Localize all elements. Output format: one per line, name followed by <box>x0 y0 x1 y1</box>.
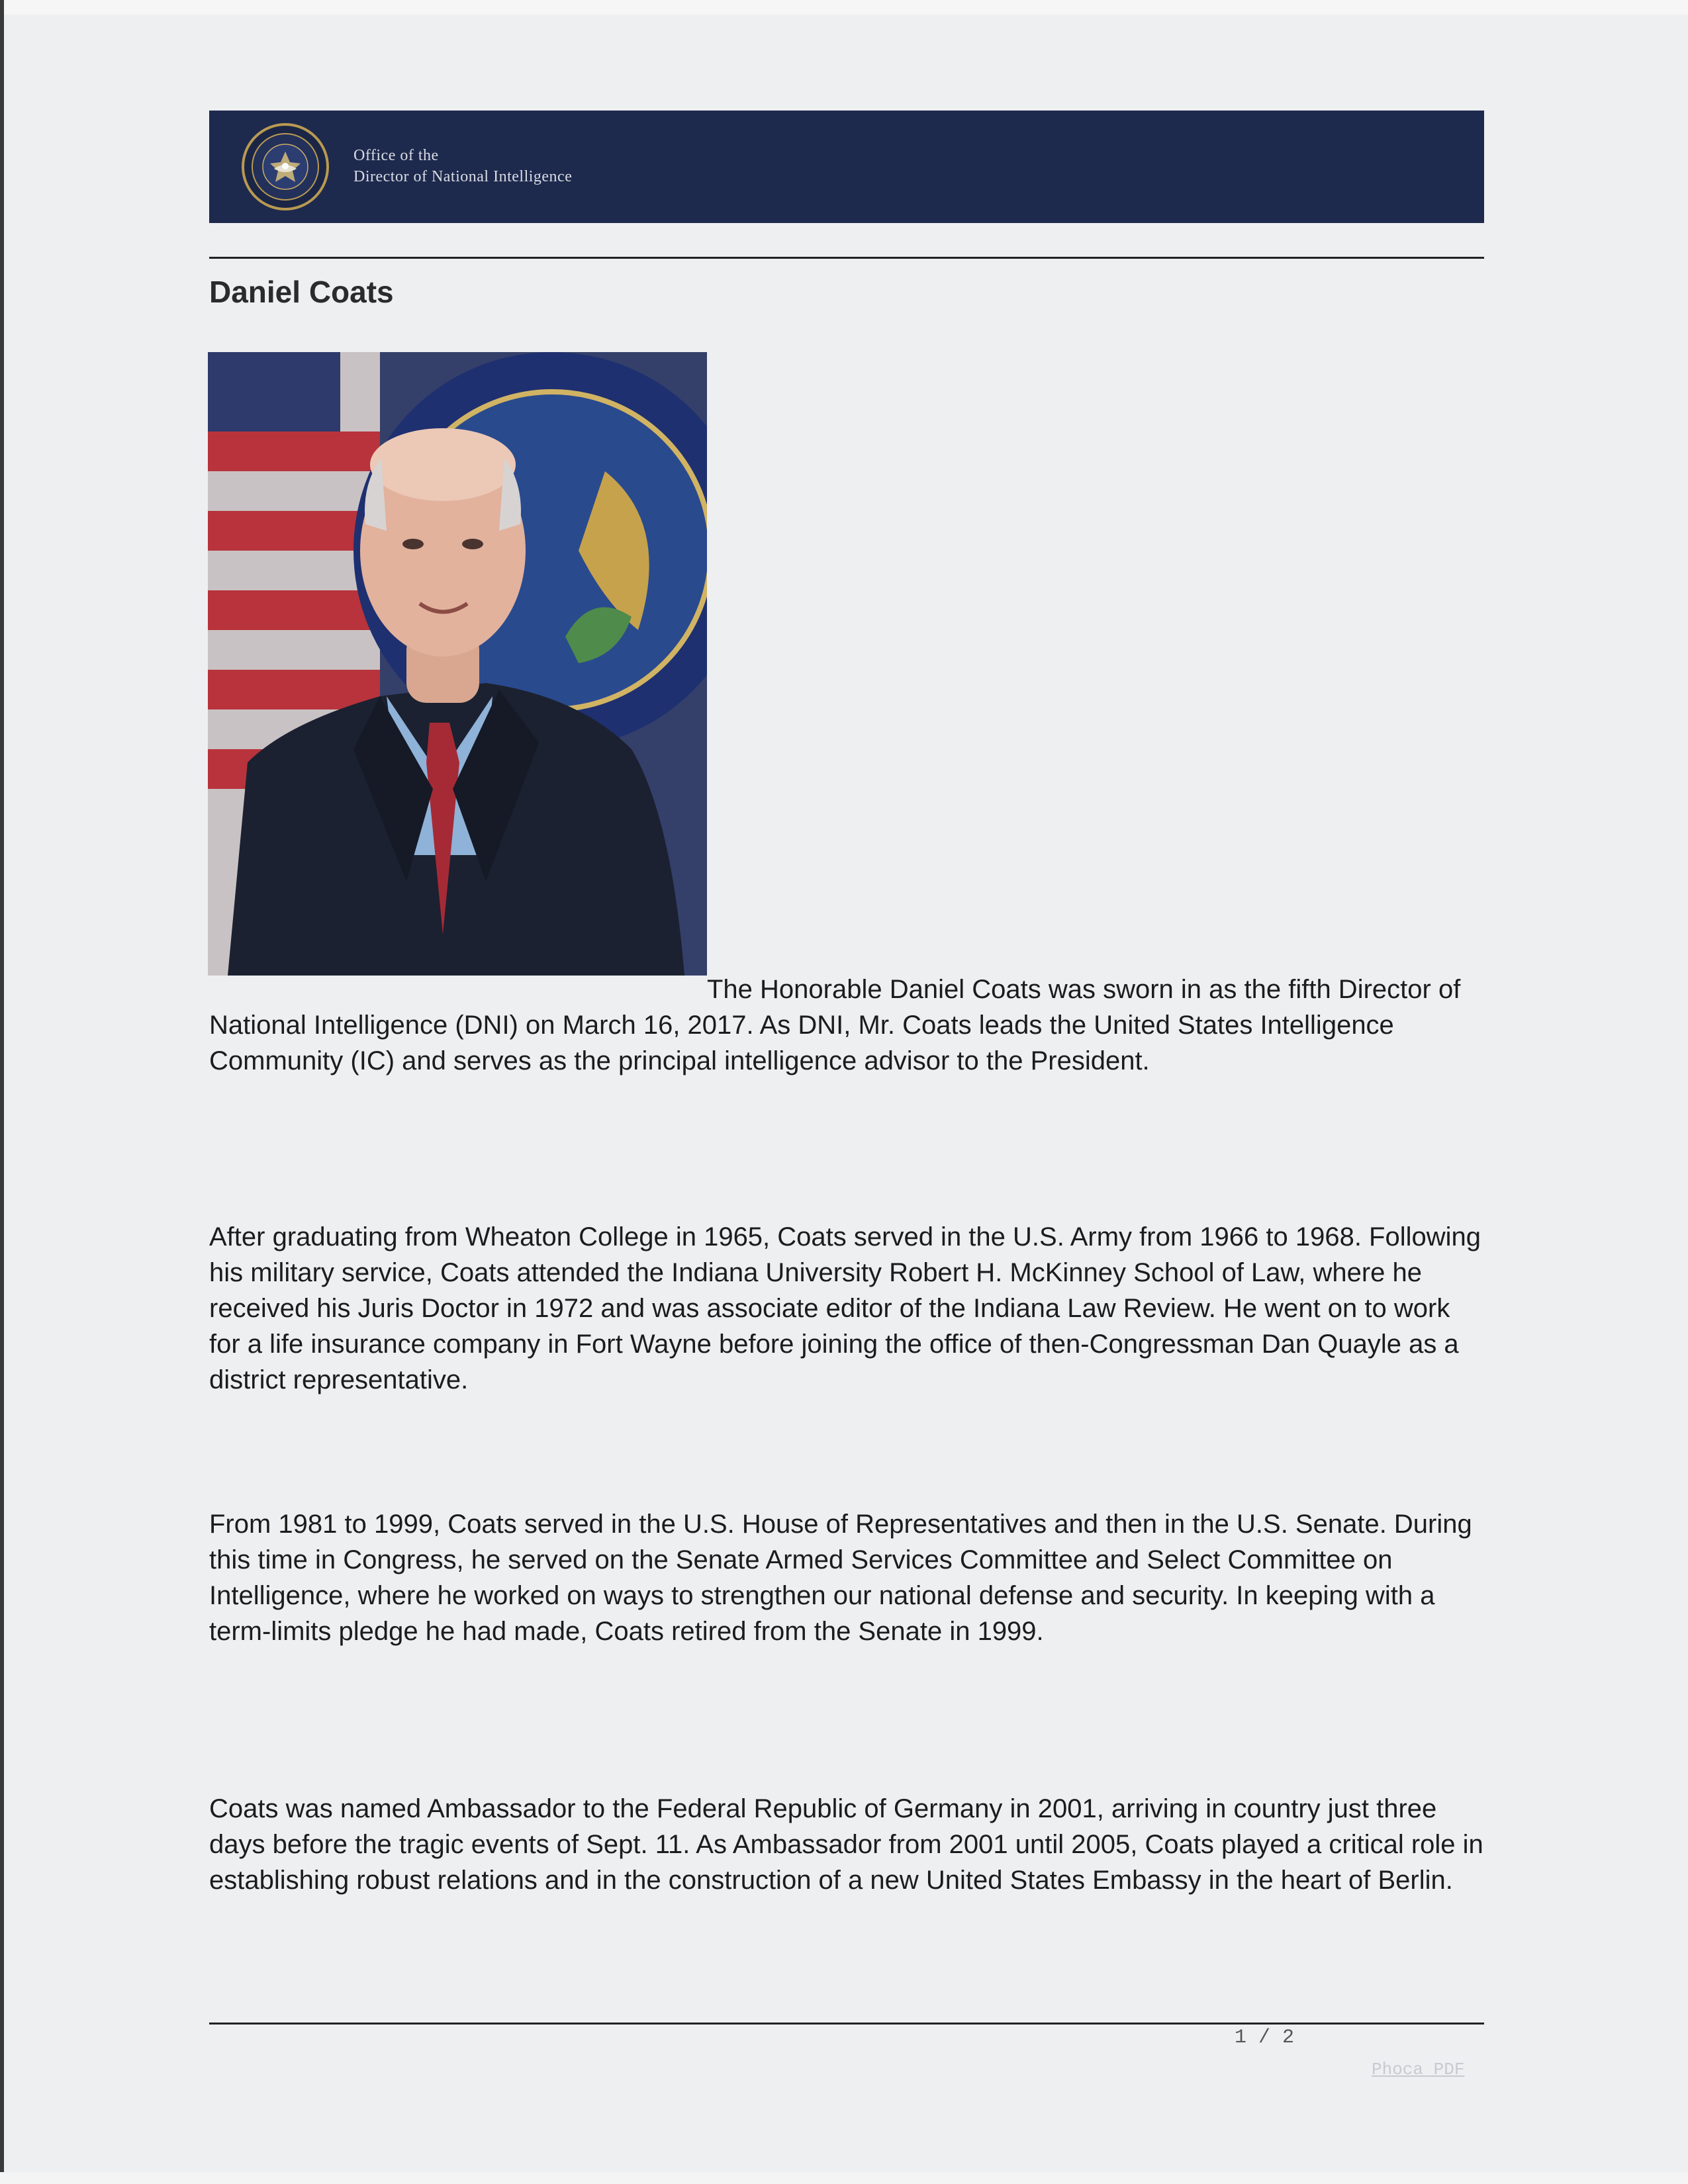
page-top-edge <box>0 0 1688 15</box>
agency-line-2: Director of National Intelligence <box>353 168 573 185</box>
page-bottom-edge <box>0 2172 1688 2184</box>
bio-paragraph-4: Coats was named Ambassador to the Federal Republic of Germany in 2001, arriving in country just three days before the tragic events of Sept. 11. As Ambassador from 2001 until 2005, Coats played a critical role in establishing robust relations and in the construction of a new United States Embassy in the heart of Berlin. <box>209 1794 1483 1895</box>
footer-divider <box>209 2023 1484 2025</box>
page-left-edge <box>0 0 4 2184</box>
page-title: Daniel Coats <box>209 275 394 309</box>
agency-name <box>353 145 572 187</box>
agency-line-1: Office of the <box>353 147 439 164</box>
bio-paragraph-1: The Honorable Daniel Coats was sworn in as the fifth Director of National Intelligence (DNI) on March 16, 2017. As DNI, Mr. Coats leads the United States Intelligence Community (IC) and serves as the principal intelligence advisor to the President. <box>209 975 1461 1075</box>
agency-banner <box>209 111 1484 223</box>
odni-seal-icon <box>241 122 330 211</box>
watermark: Phoca PDF <box>1372 2060 1465 2079</box>
portrait-photo <box>208 352 707 976</box>
bio-paragraph-2: After graduating from Wheaton College in 1965, Coats served in the U.S. Army from 1966 to 1968. Following his military service, Coats attended the Indiana University Robert H. McKinney School of Law, where he received his Juris Doctor in 1972 and was associate editor of the Indiana Law Review. He went on to work for a life insurance company in Fort Wayne before joining the office of then-Congressman Dan Quayle as a district representative. <box>209 1222 1481 1394</box>
page-number: 1 / 2 <box>1234 2026 1294 2049</box>
header-divider <box>209 257 1484 259</box>
bio-paragraph-3: From 1981 to 1999, Coats served in the U.S. House of Representatives and then in the U.S. Senate. During this time in Congress, he served on the Senate Armed Services Committee and Select Committee on Intelligence, where he worked on ways to strengthen our national defense and security. In keeping with a term-limits pledge he had made, Coats retired from the Senate in 1999. <box>209 1510 1472 1646</box>
